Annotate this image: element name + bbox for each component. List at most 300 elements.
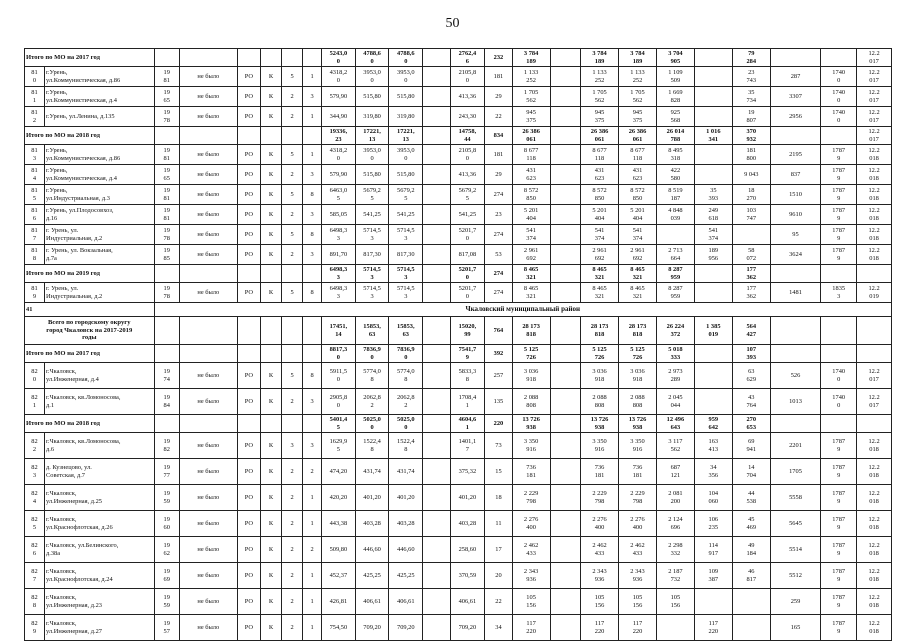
cell: 12.2 017 [857, 49, 892, 67]
cell: 23 743 [732, 67, 770, 87]
cell: 6498,3 3 [322, 265, 356, 283]
cell: 1787 9 [821, 563, 857, 589]
cell [282, 345, 303, 363]
cell: 2195 [770, 145, 821, 165]
cell: 2 [282, 87, 303, 107]
cell: 19 78 [154, 225, 179, 245]
cell: 1401,1 7 [450, 433, 485, 459]
cell: К [260, 107, 281, 127]
table-row [25, 165, 892, 185]
cell: 232 [485, 49, 512, 67]
cell: 2201 [770, 433, 821, 459]
cell: 12.2 018 [857, 185, 892, 205]
cell: 1 [303, 563, 322, 589]
cell: 403,28 [389, 511, 423, 537]
capital-repair-table [24, 48, 892, 641]
cell: РО [237, 363, 260, 389]
cell: 3953,0 0 [389, 67, 423, 87]
cell: 1522,4 8 [355, 433, 389, 459]
cell: РО [237, 459, 260, 485]
address: г.Чкаловск, ул.Инженерная, д.23 [45, 589, 155, 615]
cell: 5 201 404 [619, 205, 657, 225]
cell: 23 [485, 205, 512, 225]
cell: 1 [303, 615, 322, 641]
cell: 19 78 [154, 107, 179, 127]
cell: 425,25 [355, 563, 389, 589]
cell: 2 088 808 [512, 389, 550, 415]
cell: 220 [485, 415, 512, 433]
row-number: 81 3 [25, 145, 45, 165]
cell [154, 265, 179, 283]
cell: К [260, 145, 281, 165]
cell: 2 [303, 459, 322, 485]
cell: 3953,0 0 [389, 145, 423, 165]
cell: 2 [282, 615, 303, 641]
cell [237, 317, 260, 345]
cell: 29 [485, 165, 512, 185]
cell [550, 265, 581, 283]
cell: 5558 [770, 485, 821, 511]
cell: 5 [282, 283, 303, 303]
cell [179, 415, 237, 433]
cell [282, 49, 303, 67]
page-number: 50 [445, 16, 460, 31]
cell: 73 [485, 433, 512, 459]
cell [303, 127, 322, 145]
cell [550, 185, 581, 205]
cell: РО [237, 245, 260, 265]
cell: 2 [282, 205, 303, 225]
cell: 5714,5 3 [389, 225, 423, 245]
row-number: 82 6 [25, 537, 45, 563]
cell [260, 127, 281, 145]
cell [303, 49, 322, 67]
cell: 5679,2 5 [355, 185, 389, 205]
cell [423, 511, 450, 537]
cell: 5025,0 0 [355, 415, 389, 433]
cell: 1 385 019 [694, 317, 732, 345]
cell: не было [179, 67, 237, 87]
cell [423, 265, 450, 283]
cell: 4318,2 0 [322, 145, 356, 165]
cell: 1787 9 [821, 245, 857, 265]
cell: 474,20 [322, 459, 356, 485]
cell [303, 317, 322, 345]
table-row [25, 265, 892, 283]
cell: 1835 3 [821, 283, 857, 303]
cell [260, 415, 281, 433]
cell: 29 [485, 87, 512, 107]
cell: 1481 [770, 283, 821, 303]
table-row [25, 283, 892, 303]
cell: не было [179, 485, 237, 511]
cell: 181 800 [732, 145, 770, 165]
table-row [25, 67, 892, 87]
cell: 3 [303, 205, 322, 225]
cell [154, 127, 179, 145]
cell [550, 87, 581, 107]
cell: 5201,7 0 [450, 265, 485, 283]
cell [550, 433, 581, 459]
cell: 5025,0 0 [389, 415, 423, 433]
cell: 19 82 [154, 433, 179, 459]
cell [770, 127, 821, 145]
cell [154, 415, 179, 433]
cell: 5201,7 0 [450, 225, 485, 245]
row-number: 82 3 [25, 459, 45, 485]
cell: РО [237, 485, 260, 511]
cell: 2 229 798 [512, 485, 550, 511]
cell: 420,20 [322, 485, 356, 511]
cell [423, 225, 450, 245]
cell: 2 462 433 [581, 537, 619, 563]
cell: 709,20 [389, 615, 423, 641]
cell: 5401,4 5 [322, 415, 356, 433]
cell: 1708,4 1 [450, 389, 485, 415]
cell: не было [179, 225, 237, 245]
cell: 5714,5 3 [389, 265, 423, 283]
cell: 58 072 [732, 245, 770, 265]
table-row [25, 107, 892, 127]
table-row [25, 303, 892, 317]
cell [550, 165, 581, 185]
cell: 1787 9 [821, 589, 857, 615]
cell: РО [237, 205, 260, 225]
cell: 107 393 [732, 345, 770, 363]
cell: 5714,5 3 [355, 265, 389, 283]
cell: 1 109 509 [656, 67, 694, 87]
cell: 515,80 [355, 165, 389, 185]
address: г.Чкаловск, кв.Ломоносова, д.6 [45, 433, 155, 459]
cell [694, 145, 732, 165]
cell: 509,80 [322, 537, 356, 563]
cell: 2 961 692 [619, 245, 657, 265]
cell: 8 572 850 [619, 185, 657, 205]
cell [732, 225, 770, 245]
cell [770, 345, 821, 363]
cell: 18 [485, 485, 512, 511]
cell: 19 81 [154, 205, 179, 225]
table-row [25, 363, 892, 389]
cell [179, 265, 237, 283]
address: г.Чкаловск, ул.Инженерная, д.25 [45, 485, 155, 511]
cell: 1787 9 [821, 165, 857, 185]
row-number: 82 2 [25, 433, 45, 459]
cell: 26 224 372 [656, 317, 694, 345]
cell: 370,59 [450, 563, 485, 589]
table-row [25, 317, 892, 345]
cell: 891,70 [322, 245, 356, 265]
cell: 1740 0 [821, 87, 857, 107]
cell: 8 [303, 185, 322, 205]
cell: 3 117 562 [656, 433, 694, 459]
cell [423, 165, 450, 185]
cell [821, 317, 857, 345]
cell: 8 677 118 [619, 145, 657, 165]
cell: 43 764 [732, 389, 770, 415]
cell: РО [237, 165, 260, 185]
cell [154, 49, 179, 67]
cell [423, 205, 450, 225]
cell: 446,60 [389, 537, 423, 563]
cell: 4788,6 0 [355, 49, 389, 67]
cell: не было [179, 389, 237, 415]
cell [154, 345, 179, 363]
cell: К [260, 283, 281, 303]
cell: 12.2 018 [857, 225, 892, 245]
address: г.Урень, ул.Плодосовхоз, д.16 [45, 205, 155, 225]
cell: 12.2 017 [857, 127, 892, 145]
cell: 1740 0 [821, 363, 857, 389]
cell [423, 87, 450, 107]
cell [550, 485, 581, 511]
address: г.Урень, ул.Коммунистическая, д.4 [45, 87, 155, 107]
cell [550, 225, 581, 245]
cell: 12.2 018 [857, 563, 892, 589]
cell: 3 350 916 [512, 433, 550, 459]
row-number: 82 8 [25, 589, 45, 615]
cell: не было [179, 563, 237, 589]
cell [550, 459, 581, 485]
cell: 2 961 692 [581, 245, 619, 265]
cell: 2 [282, 245, 303, 265]
cell: 5911,5 0 [322, 363, 356, 389]
cell: 515,80 [355, 87, 389, 107]
cell: 181 [485, 67, 512, 87]
cell: 3953,0 0 [355, 145, 389, 165]
cell [237, 265, 260, 283]
cell: 19 85 [154, 245, 179, 265]
cell: 945 375 [619, 107, 657, 127]
cell: 541,25 [355, 205, 389, 225]
cell: 4318,2 0 [322, 67, 356, 87]
cell [303, 345, 322, 363]
cell: 1 133 252 [619, 67, 657, 87]
cell: 6463,0 5 [322, 185, 356, 205]
cell: 17221, 13 [355, 127, 389, 145]
address: г.Чкаловск, ул.Белинского, д.38а [45, 537, 155, 563]
cell: 19 74 [154, 363, 179, 389]
cell: не было [179, 107, 237, 127]
cell: 104 060 [694, 485, 732, 511]
cell: РО [237, 107, 260, 127]
cell: 13 726 938 [619, 415, 657, 433]
cell: 375,32 [450, 459, 485, 485]
row-number: 81 8 [25, 245, 45, 265]
cell: 53 [485, 245, 512, 265]
cell: 401,20 [450, 485, 485, 511]
cell: 11 [485, 511, 512, 537]
cell: К [260, 485, 281, 511]
cell [732, 615, 770, 641]
cell: 12.2 018 [857, 433, 892, 459]
cell: 541,25 [450, 205, 485, 225]
cell: 5774,0 8 [355, 363, 389, 389]
cell: 19 65 [154, 87, 179, 107]
cell: 2 [282, 389, 303, 415]
cell: 1 [303, 67, 322, 87]
cell: не было [179, 589, 237, 615]
cell [770, 317, 821, 345]
cell: РО [237, 511, 260, 537]
cell: 8 495 318 [656, 145, 694, 165]
cell: 105 156 [619, 589, 657, 615]
cell: 19 59 [154, 589, 179, 615]
cell [237, 49, 260, 67]
cell: 1 016 341 [694, 127, 732, 145]
cell: 105 156 [581, 589, 619, 615]
cell: 431 623 [512, 165, 550, 185]
cell: 687 121 [656, 459, 694, 485]
cell: 2 973 289 [656, 363, 694, 389]
cell [550, 283, 581, 303]
cell: 34 356 [694, 459, 732, 485]
cell: 46 817 [732, 563, 770, 589]
cell [857, 317, 892, 345]
table-row [25, 459, 892, 485]
cell: 95 [770, 225, 821, 245]
cell: 4604,6 1 [450, 415, 485, 433]
cell: 2 276 400 [619, 511, 657, 537]
cell: 19 59 [154, 485, 179, 511]
row-number: 82 9 [25, 615, 45, 641]
cell: 1 [303, 485, 322, 511]
cell: 19 81 [154, 145, 179, 165]
cell [282, 317, 303, 345]
cell: 736 181 [512, 459, 550, 485]
cell [423, 459, 450, 485]
cell: не было [179, 537, 237, 563]
cell [550, 511, 581, 537]
cell: К [260, 363, 281, 389]
cell [694, 67, 732, 87]
address: г. Урень, ул. Индустриальная, д.2 [45, 283, 155, 303]
cell: 422 580 [656, 165, 694, 185]
cell [260, 49, 281, 67]
cell [656, 615, 694, 641]
cell [260, 265, 281, 283]
cell: 5 [282, 145, 303, 165]
cell: 28 173 818 [581, 317, 619, 345]
cell [770, 265, 821, 283]
cell: 3 784 189 [581, 49, 619, 67]
cell: 14 704 [732, 459, 770, 485]
cell: 274 [485, 225, 512, 245]
cell: 5 [282, 225, 303, 245]
cell: 403,28 [450, 511, 485, 537]
cell: 9610 [770, 205, 821, 225]
cell: 8 465 321 [512, 265, 550, 283]
cell: 541 374 [619, 225, 657, 245]
cell [423, 283, 450, 303]
cell: РО [237, 537, 260, 563]
cell: 959 642 [694, 415, 732, 433]
cell: 26 386 061 [581, 127, 619, 145]
cell [423, 245, 450, 265]
cell: 8 572 850 [512, 185, 550, 205]
cell: РО [237, 389, 260, 415]
table-row [25, 589, 892, 615]
cell: 736 181 [619, 459, 657, 485]
cell [423, 127, 450, 145]
cell [550, 317, 581, 345]
cell: 12.2 017 [857, 67, 892, 87]
cell [282, 415, 303, 433]
cell [423, 537, 450, 563]
cell [179, 49, 237, 67]
cell: РО [237, 87, 260, 107]
cell: 764 [485, 317, 512, 345]
cell: К [260, 615, 281, 641]
cell: 34 [485, 615, 512, 641]
cell: 35 393 [694, 185, 732, 205]
cell: 19 62 [154, 537, 179, 563]
cell: 579,90 [322, 165, 356, 185]
cell: не было [179, 459, 237, 485]
cell: 5 [282, 67, 303, 87]
cell: 6498,3 3 [322, 225, 356, 245]
cell: 3 350 916 [619, 433, 657, 459]
cell: 117 220 [694, 615, 732, 641]
cell: 837 [770, 165, 821, 185]
cell: 541,25 [389, 205, 423, 225]
cell: 19 57 [154, 615, 179, 641]
cell [303, 415, 322, 433]
cell: РО [237, 283, 260, 303]
cell: 452,37 [322, 563, 356, 589]
cell [423, 563, 450, 589]
cell: 1787 9 [821, 459, 857, 485]
cell: не было [179, 185, 237, 205]
cell: не было [179, 165, 237, 185]
row-number: 81 1 [25, 87, 45, 107]
cell: 13 726 938 [512, 415, 550, 433]
cell: 406,61 [450, 589, 485, 615]
cell [237, 345, 260, 363]
cell: 17221, 13 [389, 127, 423, 145]
cell: 257 [485, 363, 512, 389]
cell [550, 589, 581, 615]
cell [694, 283, 732, 303]
cell: 2 045 044 [656, 389, 694, 415]
cell: 6498,3 3 [322, 283, 356, 303]
cell: 12.2 018 [857, 205, 892, 225]
cell [694, 589, 732, 615]
cell: 12.2 017 [857, 363, 892, 389]
address: г.Урень, ул.Ленина, д.135 [45, 107, 155, 127]
cell: не было [179, 283, 237, 303]
table-row [25, 127, 892, 145]
cell: 8 572 850 [581, 185, 619, 205]
cell: 446,60 [355, 537, 389, 563]
row-number: 82 1 [25, 389, 45, 415]
cell: 8 519 187 [656, 185, 694, 205]
cell: 8 [303, 363, 322, 389]
cell: 5714,5 3 [389, 283, 423, 303]
cell: 105 156 [656, 589, 694, 615]
cell: 526 [770, 363, 821, 389]
cell: 258,60 [450, 537, 485, 563]
cell: 2 229 798 [581, 485, 619, 511]
cell [179, 317, 237, 345]
cell: 1787 9 [821, 485, 857, 511]
cell: 28 173 818 [512, 317, 550, 345]
cell: 1787 9 [821, 615, 857, 641]
cell: 114 917 [694, 537, 732, 563]
cell: 2062,8 2 [389, 389, 423, 415]
cell: 541 374 [694, 225, 732, 245]
cell [550, 107, 581, 127]
